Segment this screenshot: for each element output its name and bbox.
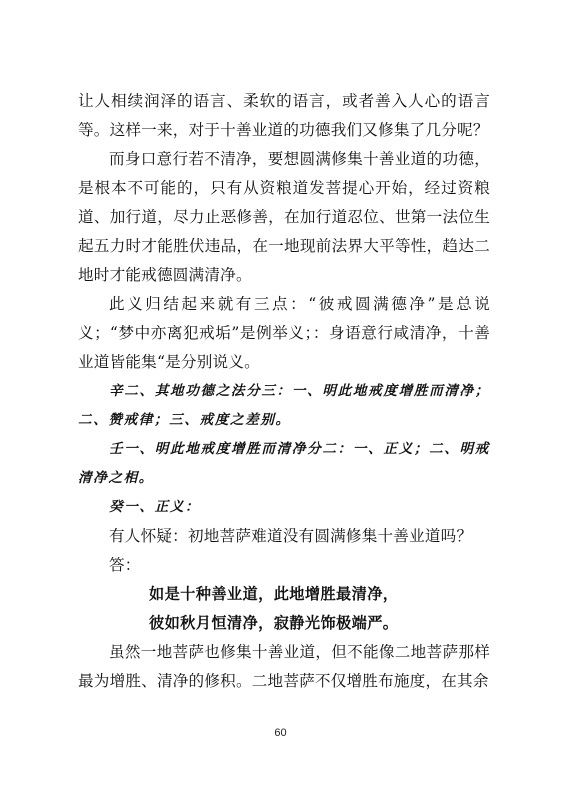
paragraph-closing: 虽然一地菩萨也修集十善业道，但不能像二地菩萨那样最为增胜、清净的修积。二地菩萨不仅增胜布施度，在其余 [78,643,490,690]
verse-line-2: 彼如秋月恒清净，寂静光饰极端严。 [149,614,399,632]
section-heading-gui1: 癸一、正义： [109,499,201,515]
section-heading-ren1: 壬一、明此地戒度增胜而清净分二：一、正义；二、明戒清净之相。 [78,441,490,486]
page-number: 60 [274,727,287,739]
page-body [78,87,490,696]
verse-line-1: 如是十种善业道，此地增胜最清净， [149,585,399,603]
paragraph-summary: 此义归结起来就有三点：“彼戒圆满德净”是总说义；“梦中亦离犯戒垢”是例举义；：身语意行咸清净，十善业道皆能集“是分别说义。 [78,295,490,371]
paragraph-answer-label: 答： [109,556,141,574]
paragraph-question: 有人怀疑：初地菩萨难道没有圆满修集十善业道吗？ [109,527,473,545]
section-heading-xin2: 辛二、其地功德之法分三：一、明此地戒度增胜而清净；二、赞戒律；三、戒度之差别。 [78,383,490,428]
paragraph-continued: 让人相续润泽的语言、柔软的语言，或者善入人心的语言等。这样一来，对于十善业道的功德我们又修集了几分呢？ [78,92,490,139]
paragraph-purity: 而身口意行若不清净，要想圆满修集十善业道的功德，是根本不可能的，只有从资粮道发菩提心开始，经过资粮道、加行道，尽力止恶修善，在加行道忍位、世第一法位生起五力时才能胜伏违品，在一地现前法界大平等性，趋达二地时才能戒德圆满清净。 [78,150,490,284]
